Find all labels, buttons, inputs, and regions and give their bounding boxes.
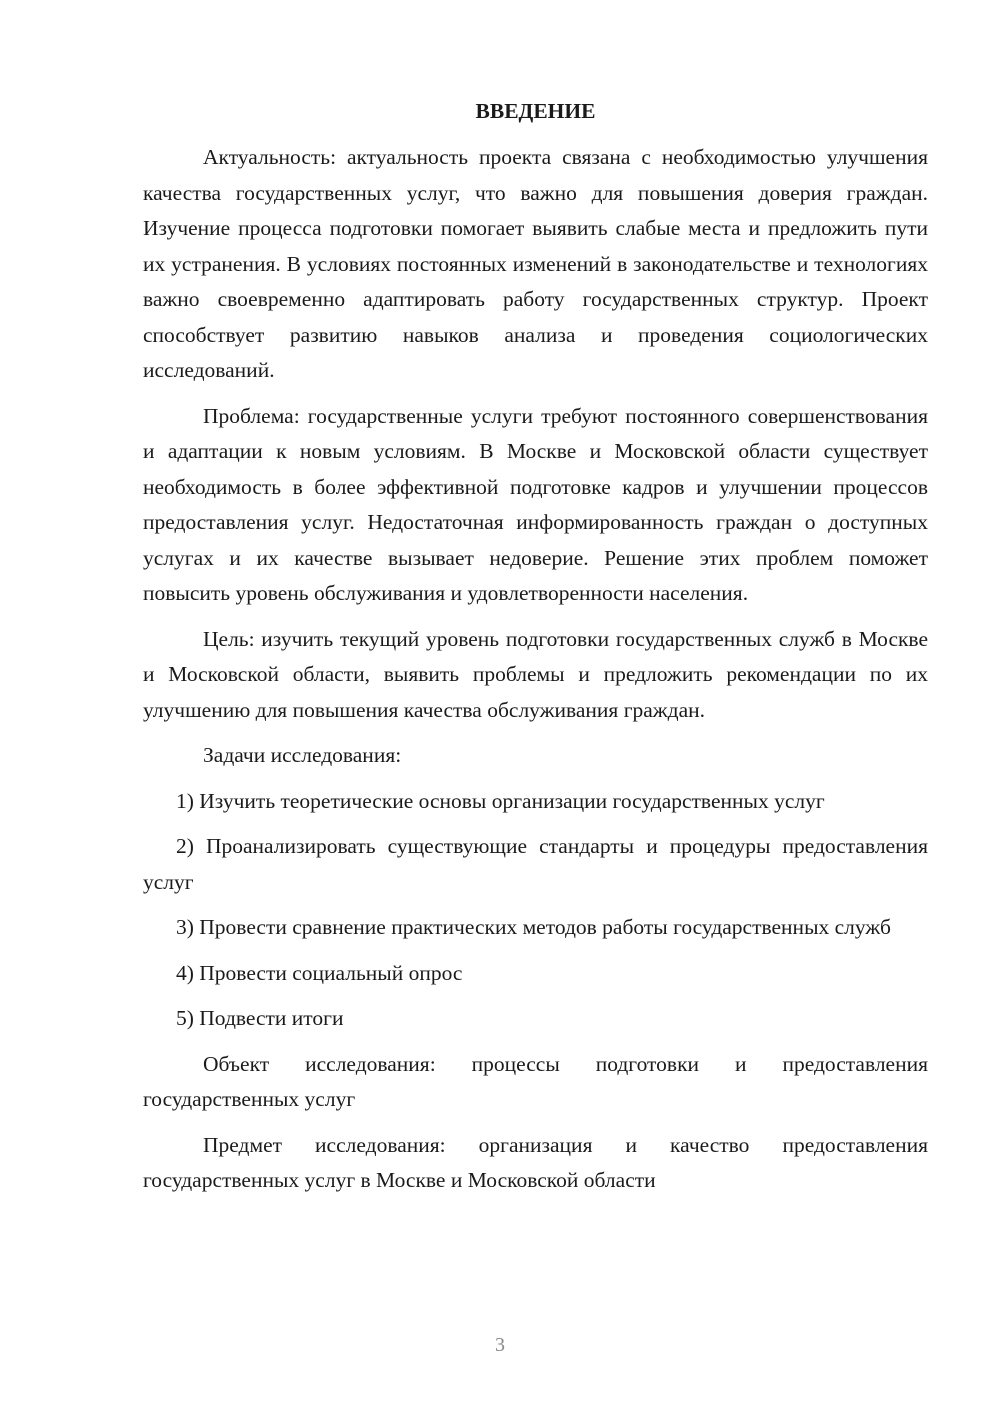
research-object-paragraph: Объект исследования: процессы подготовки и предоставления государственных услуг	[143, 1051, 928, 1111]
research-subject-paragraph: Предмет исследования: организация и качество предоставления государственных услуг в Москве и Московской области	[143, 1132, 928, 1192]
relevance-paragraph: Актуальность: актуальность проекта связана с необходимостью улучшения качества государственных услуг, что важно для повышения доверия граждан. Изучение процесса подготовки помогает выявить слабые места и предложить пути их устранения. В условиях постоянных изменений в законодательстве и технологиях важно своевременно адаптировать работу государственных структур. Проект способствует развитию навыков анализа и проведения социологических исследований.	[143, 145, 928, 382]
task-item: 2) Проанализировать существующие стандарты и процедуры предоставления услуг	[143, 834, 928, 894]
section-heading: ВВЕДЕНИЕ	[475, 99, 596, 123]
task-item: 4) Провести социальный опрос	[176, 960, 463, 985]
task-item: 3) Провести сравнение практических методов работы государственных служб	[176, 915, 891, 939]
page-number: 3	[495, 1334, 505, 1356]
task-item: 1) Изучить теоретические основы организации государственных услуг	[176, 788, 825, 813]
tasks-heading: Задачи исследования:	[203, 743, 402, 767]
document-page	[143, 95, 928, 1209]
goal-paragraph: Цель: изучить текущий уровень подготовки государственных служб в Москве и Московской области, выявить проблемы и предложить рекомендации по их улучшению для повышения качества обслуживания граждан.	[143, 626, 928, 722]
problem-paragraph: Проблема: государственные услуги требуют постоянного совершенствования и адаптации к новым условиям. В Москве и Московской области существует необходимость в более эффективной подготовке кадров и улучшении процессов предоставления услуг. Недостаточная информированность граждан о доступных услугах и их качестве вызывает недоверие. Решение этих проблем поможет повысить уровень обслуживания и удовлетворенности населения.	[143, 403, 928, 605]
task-item: 5) Подвести итоги	[176, 1006, 344, 1030]
